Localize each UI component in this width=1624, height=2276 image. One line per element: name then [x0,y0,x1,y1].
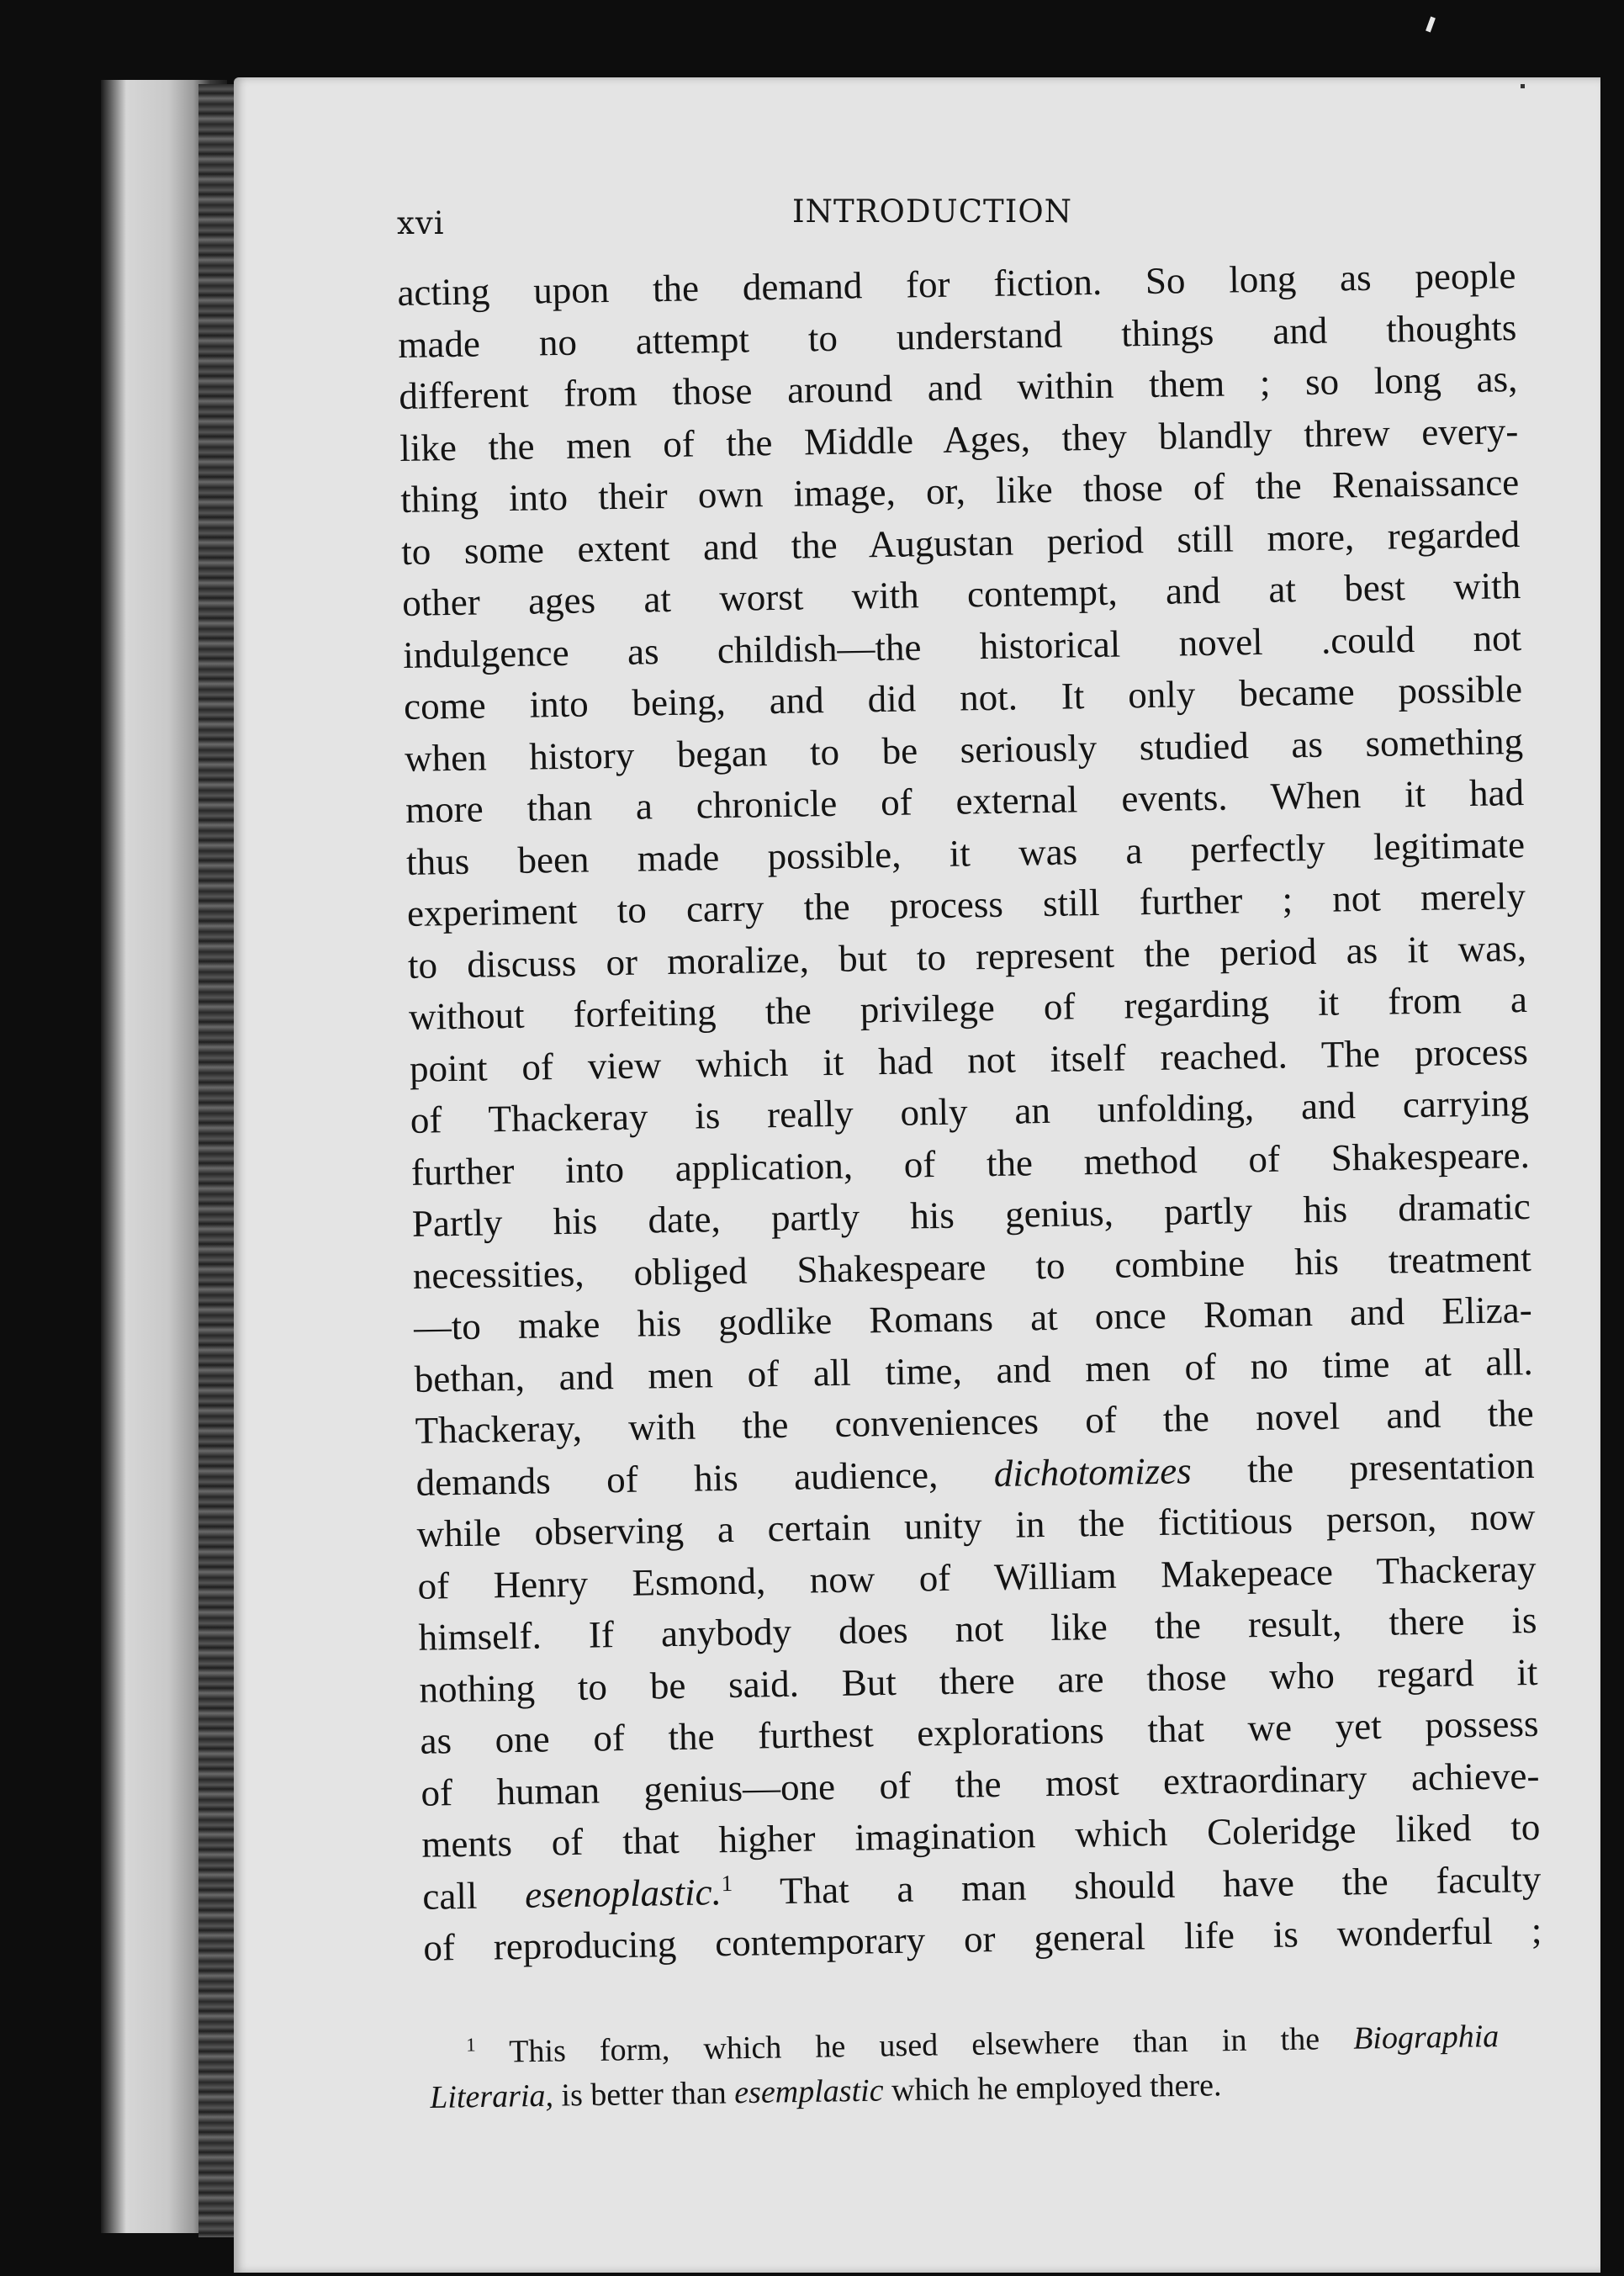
text-line: thing into their own image, or, like those of the Renaissance [399,461,1520,521]
footnote-marker: 1 [466,2034,476,2056]
text-line: as one of the furthest explorations that we yet possess [420,1702,1539,1762]
text-line: of human genius—one of the most extraordinary achieve- [421,1754,1540,1814]
footnote-line-1: $^1$ This form, which he used elsewhere than in the Biographia [466,2019,1500,2070]
running-head: INTRODUCTION [792,193,1073,230]
text-line: demands of his audience, dichotomizes the presentation [415,1443,1535,1504]
footnote-line-2: Literaria, is better than esemplastic which he employed there. [429,2067,1222,2115]
footnote [429,2014,1500,2120]
text-line: to some extent and the Augustan period still more, regarded [400,512,1521,573]
text-line: of Thackeray is really only an unfolding, and carrying [410,1081,1530,1141]
text-line: ments of that higher imagination which Coleridge liked to [421,1805,1541,1866]
page-number: xvi [397,205,445,241]
text-line: of Henry Esmond, now of William Makepeace Thackeray [417,1547,1537,1607]
text-line: point of view which it had not itself reached. The process [409,1029,1529,1090]
text-line: further into application, of the method of Shakespeare. [410,1133,1531,1194]
text-line: call esenoplastic.$^1$ That a man should have the faculty [422,1857,1542,1918]
text-line: himself. If anybody does not like the result, there is [418,1598,1537,1659]
text-line: experiment to carry the process still further ; not merely [406,875,1526,934]
text-line: Partly his date, partly his genius, partly his dramatic [411,1184,1531,1245]
text-line: without forfeiting the privilege of regarding it from a [408,978,1528,1038]
text-line: —to make his godlike Romans at once Roman and Eliza- [413,1288,1533,1348]
page-header [397,192,1507,242]
text-line: come into being, and did not. It only became possible [403,668,1523,728]
text-line: other ages at worst with contempt, and at best with [401,564,1521,624]
text-line: Thackeray, with the conveniences of the novel and the [415,1391,1534,1452]
text-line: different from those around and within them ; so long as, [399,357,1518,417]
paper-speck [1426,17,1436,33]
text-line: of reproducing contemporary or general life is wonderful ; [422,1908,1542,1969]
body-text [397,250,1542,1974]
text-line: nothing to be said. But there are those who regard it [419,1650,1538,1711]
book-binding [198,84,237,2237]
text-line: while observing a certain unity in the fictitious person, now [416,1495,1536,1555]
text-line: like the men of the Middle Ages, they blandly threw every- [399,409,1519,469]
text-line: necessities, obliged Shakespeare to combine his treatment [412,1236,1532,1297]
text-line: to discuss or moralize, but to represent the period as it was, [407,926,1527,987]
text-line: bethan, and men of all time, and men of no time at all. [414,1340,1533,1400]
text-line: indulgence as childish—the historical novel .could not [402,616,1522,676]
text-line: when history began to be seriously studied as something [404,719,1524,780]
text-line: thus been made possible, it was a perfectly legitimate [405,823,1526,883]
text-line: acting upon the demand for fiction. So long as people [397,254,1516,314]
paper-speck [1521,84,1525,88]
text-line: more than a chronicle of external events. When it had [405,771,1525,831]
text-line: made no attempt to understand things and thoughts [398,305,1517,366]
